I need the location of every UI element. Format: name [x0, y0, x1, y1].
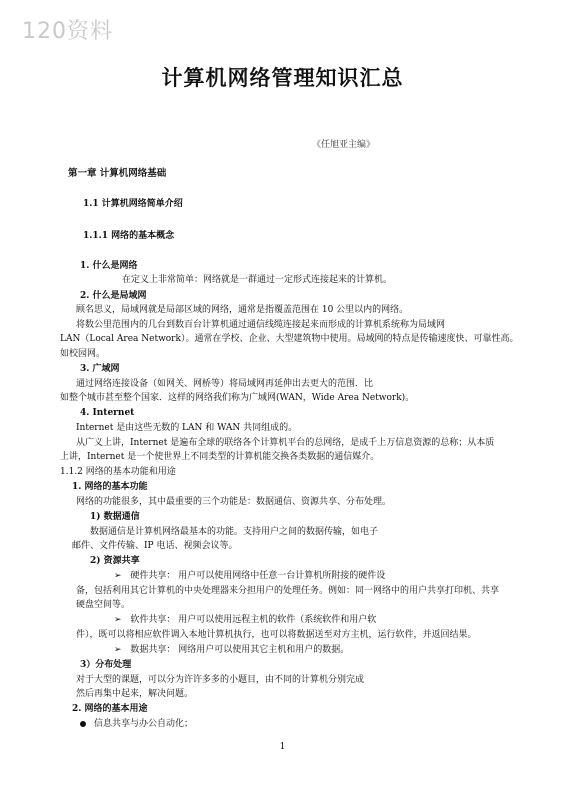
- paragraph-line: 从广义上讲，Internet 是遍布全球的联络各个计算机平台的总网络，是成千上万信息资源的总称；从本质: [76, 438, 495, 448]
- list-item-text: 硬件共享： 用户可以使用网络中任意一台计算机所附接的硬件设: [130, 571, 386, 581]
- list-item-text: 软件共享： 用户可以使用远程主机的软件（系统软件和用户软: [130, 615, 377, 625]
- paragraph-line: Internet 是由这些无数的 LAN 和 WAN 共同组成的。: [76, 423, 298, 433]
- paragraph-line: 如校园网。: [60, 349, 106, 359]
- paragraph-line: 将数公里范围内的几台到数百台计算机通过通信线缆连接起来而形成的计算机系统称为局域网: [76, 320, 446, 330]
- arrow-bullet-icon: ➢: [114, 615, 122, 625]
- arrow-bullet-icon: ➢: [114, 571, 122, 581]
- paragraph-line: 上讲，Internet 是一个使世界上不同类型的计算机能交换各类数据的通信媒介。: [60, 452, 380, 462]
- list-item: [80, 719, 193, 730]
- paragraph-line: 如整个城市甚至整个国家．这样的网络我们称为广域网(WAN，Wide Area Network)。: [60, 393, 415, 403]
- arrow-bullet-icon: ➢: [114, 645, 122, 655]
- document-title: 计算机网络管理知识汇总: [161, 66, 404, 90]
- paragraph-line: 在定义上非常简单：网络就是一群通过一定形式连接起来的计算机。: [122, 275, 393, 285]
- paragraph-line: 硬盘空间等。: [76, 600, 131, 610]
- bullet-dot-icon: [80, 721, 86, 727]
- item-heading: 1. 什么是网络: [80, 261, 138, 271]
- list-item: [114, 645, 349, 656]
- item-heading: 2. 什么是局域网: [80, 291, 147, 301]
- item-heading: 4. Internet: [80, 408, 135, 418]
- item-heading: 1. 网络的基本功能: [72, 482, 148, 492]
- paragraph-line: LAN（Local Area Network）。通常在学校、企业、大型建筑物中使用。局域网的特点是传输速度快、可靠性高。: [60, 334, 519, 344]
- paragraph-line: 数据通信是计算机网络最基本的功能。支持用户之间的数据传输，如电子: [90, 527, 379, 537]
- subsection-heading: 1.1.2 网络的基本功能和用途: [60, 467, 176, 477]
- item-heading: 3. 广域网: [80, 364, 120, 374]
- paragraph-line: 通过网络连接设备（如网关、网桥等）将局域网再延伸出去更大的范围．比: [76, 379, 374, 389]
- list-item-text: 数据共享： 网络用户可以使用其它主机和用户的数据。: [130, 645, 350, 655]
- paragraph-line: 备，包括利用其它计算机的中央处理器来分担用户的处理任务。例如：同一网络中的用户共享打印机、共享: [76, 586, 500, 596]
- paragraph-line: 对于大型的课题，可以分为许许多多的小题目，由不同的计算机分别完成: [76, 675, 365, 685]
- subsection-heading: 1.1.1 网络的基本概念: [83, 231, 175, 241]
- author-line: 《任旭亚主编》: [311, 140, 375, 150]
- paragraph-line: 件），既可以将相应软件调入本地计算机执行，也可以将数据送至对方主机，运行软件，并返回结果。: [76, 630, 477, 640]
- watermark-text: 120资料: [22, 19, 113, 44]
- paragraph-line: 顾名思义，局域网就是局部区域的网络，通常是指覆盖范围在 10 公里以内的网络。: [76, 305, 409, 315]
- paragraph-line: 然后再集中起来，解决问题。: [76, 689, 194, 699]
- section-heading: 1.1 计算机网络简单介绍: [83, 199, 183, 209]
- item-heading: 1) 数据通信: [90, 512, 140, 522]
- list-item-text: 信息共享与办公自动化；: [94, 719, 194, 729]
- paragraph-line: 网络的功能很多，其中最重要的三个功能是：数据通信、资源共享、分布处理。: [76, 497, 392, 507]
- paragraph-line: 邮件、文件传输、IP 电话、视频会议等。: [72, 541, 238, 551]
- item-heading: 3）分布处理: [80, 660, 132, 670]
- item-heading: 2. 网络的基本用途: [72, 704, 148, 714]
- chapter-heading: 第一章 计算机网络基础: [68, 168, 167, 179]
- list-item: [114, 571, 385, 582]
- page-number: 1: [279, 742, 286, 752]
- list-item: [114, 615, 376, 626]
- item-heading: 2) 资源共享: [90, 556, 140, 566]
